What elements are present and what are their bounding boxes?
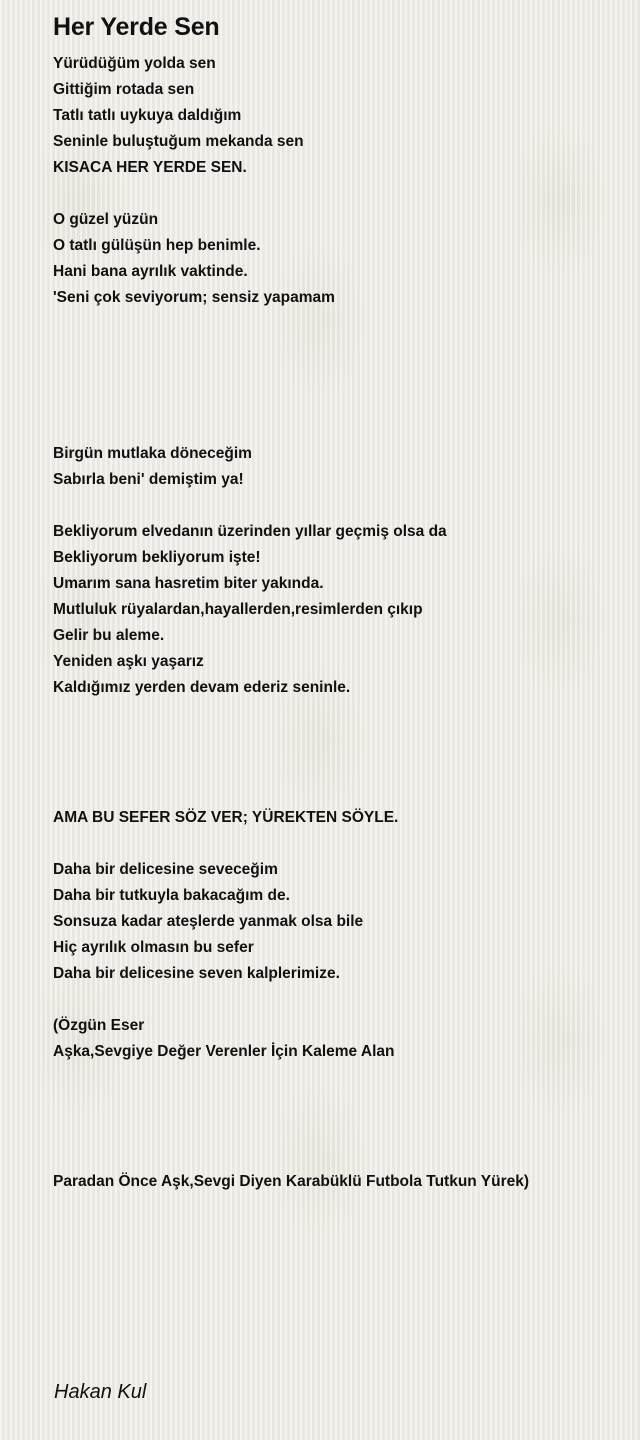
- poem-body: [53, 51, 633, 1195]
- poem-blank-line: [53, 727, 633, 753]
- poem-line: Birgün mutlaka döneceğim: [53, 445, 252, 462]
- poem-line: Daha bir delicesine seveceğim: [53, 861, 278, 878]
- poem-line: AMA BU SEFER SÖZ VER; YÜREKTEN SÖYLE.: [53, 809, 399, 826]
- poem-line: Yürüdüğüm yolda sen: [53, 55, 216, 72]
- poem-line: Hiç ayrılık olmasın bu sefer: [53, 939, 254, 956]
- poem-line: (Özgün Eser: [53, 1017, 145, 1034]
- poem-line: Daha bir delicesine seven kalplerimize.: [53, 965, 340, 982]
- poem-line: Seninle buluştuğum mekanda sen: [53, 133, 304, 150]
- poem-blank-line: [53, 415, 633, 441]
- poem-line: Sonsuza kadar ateşlerde yanmak olsa bile: [53, 913, 364, 930]
- poem-line: Sabırla beni' demiştim ya!: [53, 471, 244, 488]
- poem-line: Bekliyorum bekliyorum işte!: [53, 549, 261, 566]
- poem-line: Tatlı tatlı uykuya daldığım: [53, 107, 242, 124]
- poem-blank-line: [53, 779, 633, 805]
- poem-line: Kaldığımız yerden devam ederiz seninle.: [53, 679, 351, 696]
- poem-line: Yeniden aşkı yaşarız: [53, 653, 204, 670]
- poem-line: Paradan Önce Aşk,Sevgi Diyen Karabüklü Futbola Tutkun Yürek): [53, 1173, 530, 1190]
- poem-line: Daha bir tutkuyla bakacağım de.: [53, 887, 290, 904]
- poem-line: Gelir bu aleme.: [53, 627, 165, 644]
- poem-line: O tatlı gülüşün hep benimle.: [53, 237, 261, 254]
- poem-blank-line: [53, 1117, 633, 1143]
- poem-blank-line: [53, 493, 633, 519]
- poem-blank-line: [53, 701, 633, 727]
- poem-blank-line: [53, 1143, 633, 1169]
- poem-blank-line: [53, 831, 633, 857]
- poem-author: Hakan Kul: [54, 1381, 147, 1403]
- poem-blank-line: [53, 987, 633, 1013]
- poem-line: Aşka,Sevgiye Değer Verenler İçin Kaleme Alan: [53, 1043, 395, 1060]
- poem-blank-line: [53, 181, 633, 207]
- poem-blank-line: [53, 337, 633, 363]
- poem-title: Her Yerde Sen: [53, 13, 220, 41]
- poem-blank-line: [53, 1091, 633, 1117]
- poem-blank-line: [53, 753, 633, 779]
- poem-blank-line: [53, 311, 633, 337]
- poem-line: Hani bana ayrılık vaktinde.: [53, 263, 248, 280]
- poem-line: Umarım sana hasretim biter yakında.: [53, 575, 324, 592]
- poem-line: Mutluluk rüyalardan,hayallerden,resimlerden çıkıp: [53, 601, 423, 618]
- poem-blank-line: [53, 389, 633, 415]
- poem-blank-line: [53, 363, 633, 389]
- poem-line: Bekliyorum elvedanın üzerinden yıllar geçmiş olsa da: [53, 523, 447, 540]
- poem-line: Gittiğim rotada sen: [53, 81, 195, 98]
- poem-line: O güzel yüzün: [53, 211, 159, 228]
- poem-blank-line: [53, 1065, 633, 1091]
- poem-line: 'Seni çok seviyorum; sensiz yapamam: [53, 289, 335, 306]
- poem-line: KISACA HER YERDE SEN.: [53, 159, 247, 176]
